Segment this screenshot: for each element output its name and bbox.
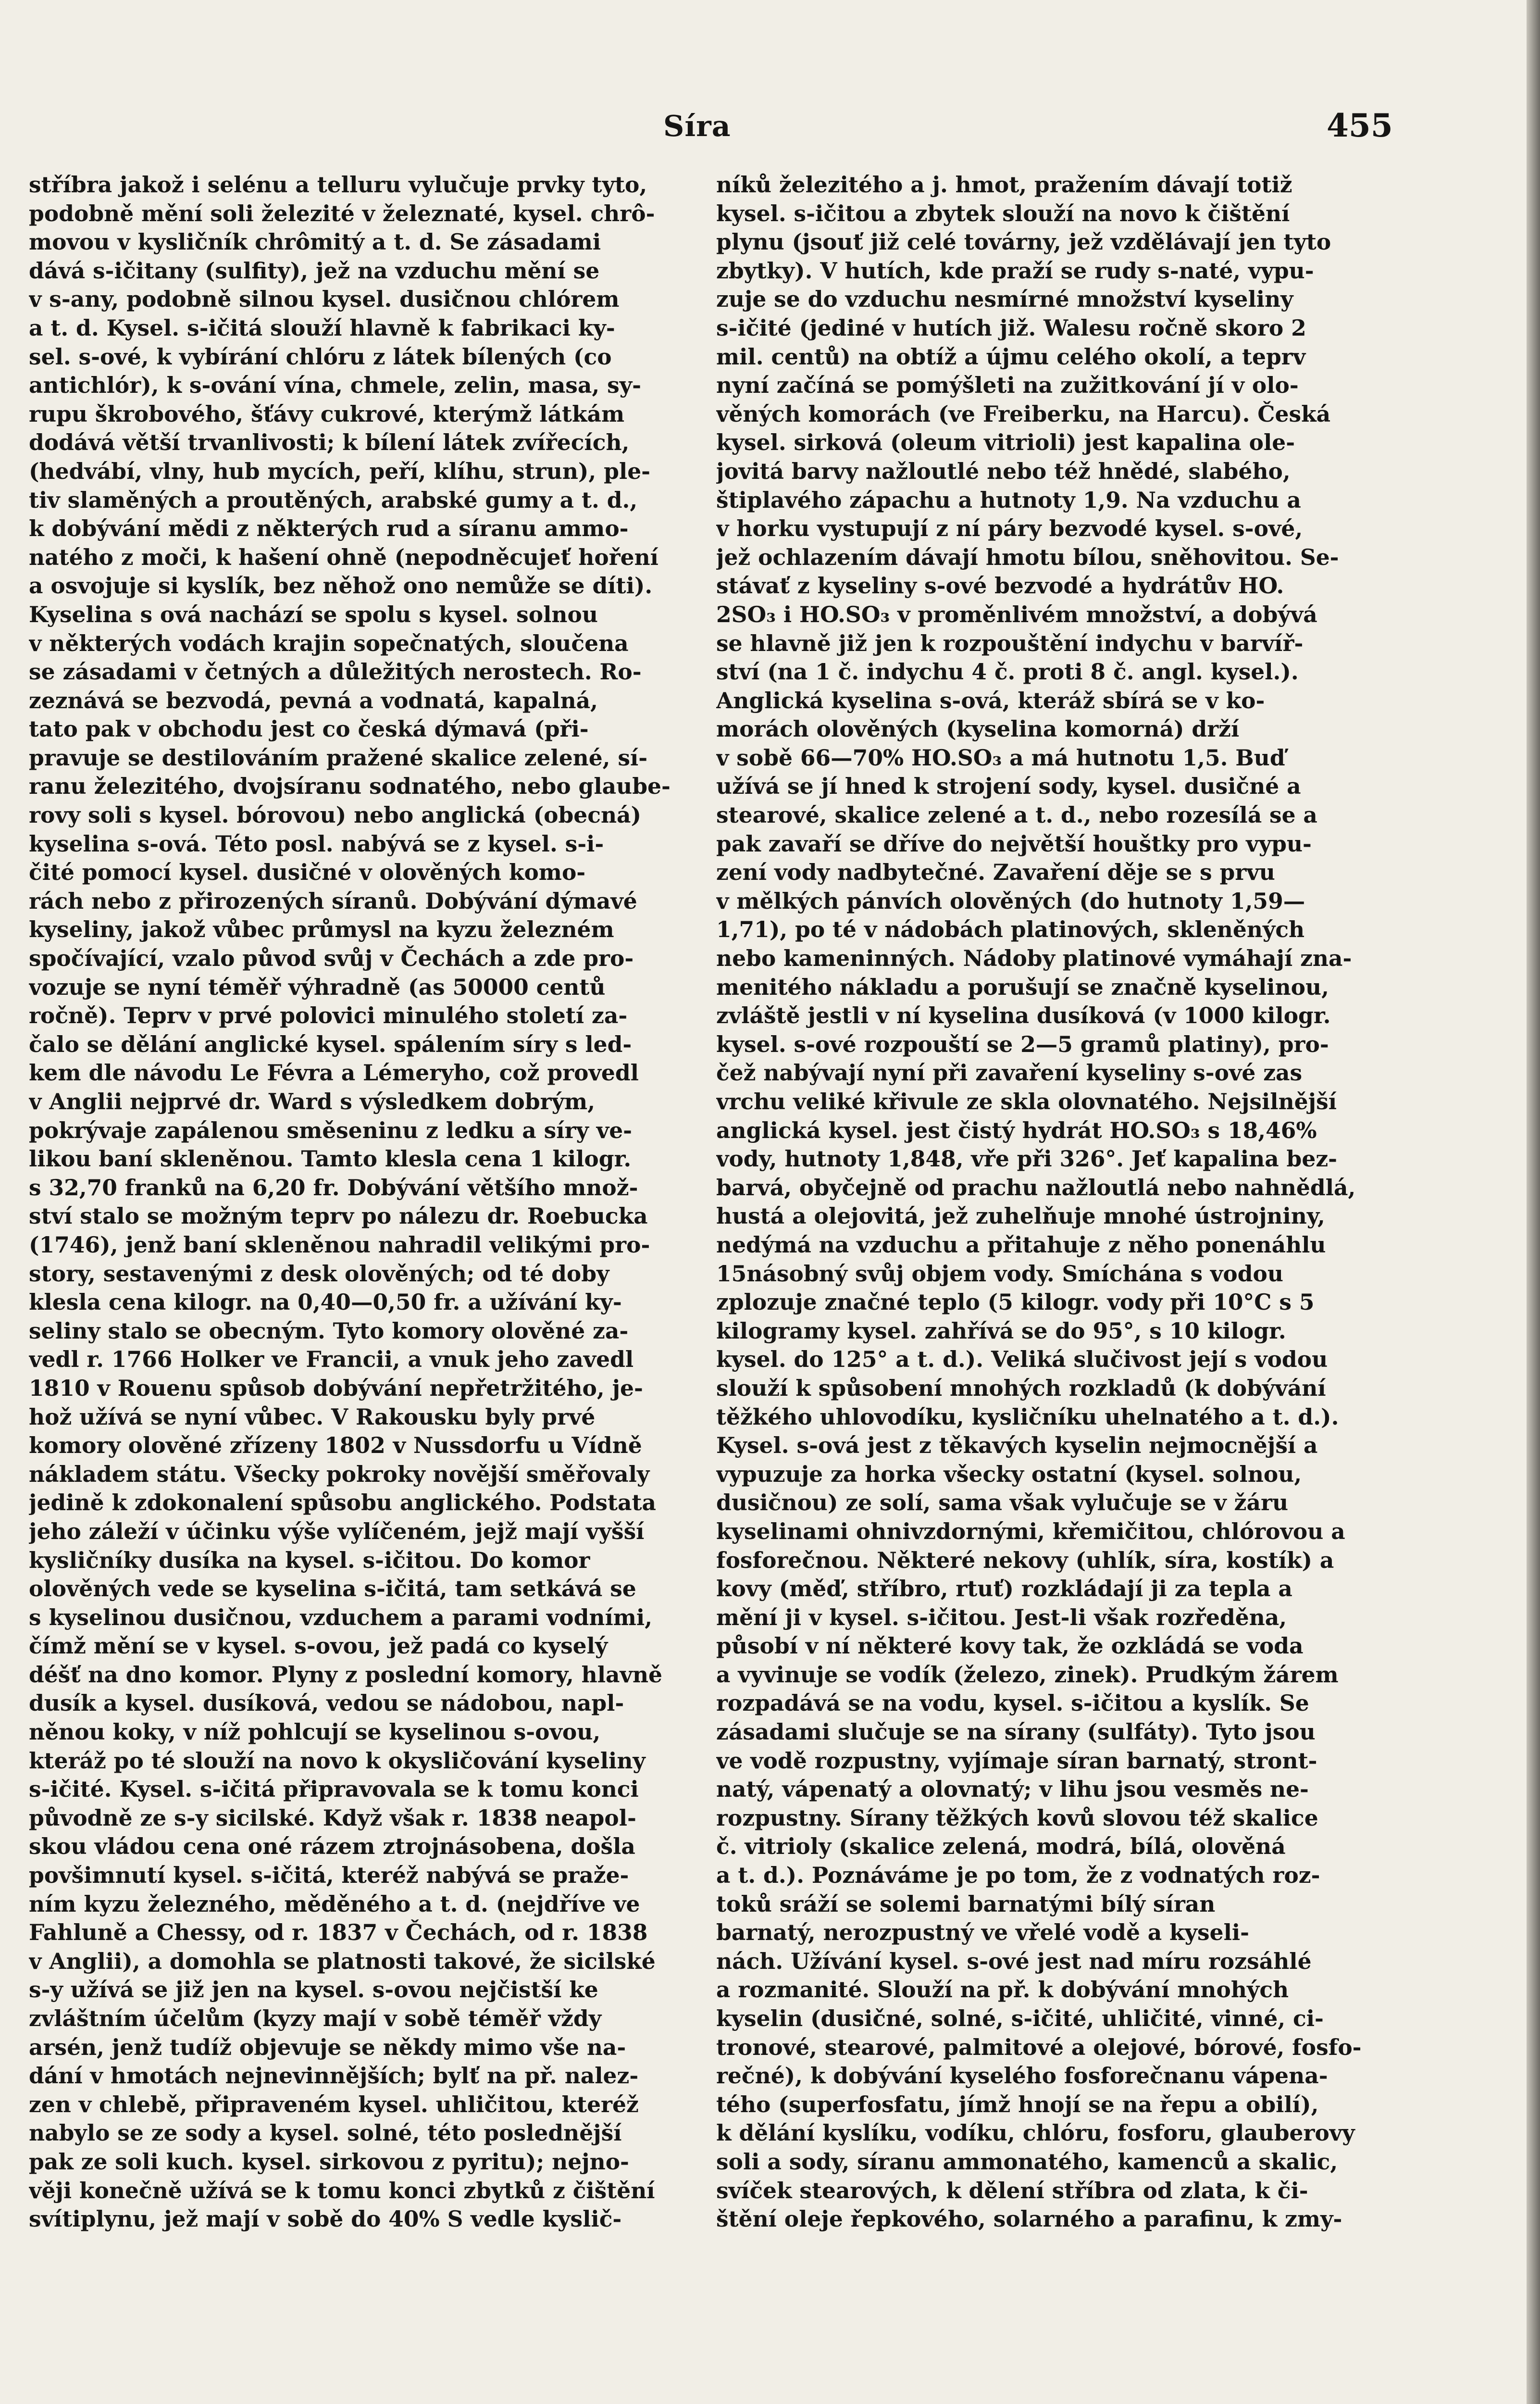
text-line: a osvojuje si kyslík, bez něhož ono nemůže se díti). [29, 573, 653, 599]
text-line: nedýmá na vzduchu a přitahuje z něho ponenáhlu [716, 1231, 1326, 1258]
text-line: v mělkých pánvích olověných (do hutnoty 1,59— [716, 888, 1305, 914]
text-line: s-ičité. Kysel. s-ičitá připravovala se k tomu konci [29, 1776, 639, 1803]
text-line: ranu železitého, dvojsíranu sodnatého, nebo glaube- [29, 773, 671, 800]
text-line: ročně). Teprv v prvé polovici minulého století za- [29, 1002, 628, 1029]
text-line: ství stalo se možným teprv po nálezu dr. Roebucka [29, 1203, 648, 1229]
page-number: 455 [1327, 107, 1393, 144]
text-line: dání v hmotách nejnevinnějších; bylť na př. nalez- [29, 2063, 639, 2089]
text-line: dodává větší trvanlivosti; k bílení látek zvířecích, [29, 429, 630, 456]
text-line: v s-any, podobně silnou kysel. dusičnou chlórem [29, 286, 620, 313]
text-line: a t. d. Kysel. s-ičitá slouží hlavně k fabrikaci ky- [29, 314, 615, 341]
text-line: v sobě 66—70% HO.SO₃ a má hutnotu 1,5. Buď [716, 744, 1285, 771]
text-line: stávať z kyseliny s-ové bezvodé a hydrátův HO. [716, 573, 1284, 599]
page-edge-shadow [1527, 0, 1540, 2404]
text-line: (1746), jenž baní skleněnou nahradil velikými pro- [29, 1231, 650, 1258]
text-line: s kyselinou dusičnou, vzduchem a parami vodními, [29, 1604, 653, 1630]
text-line: rečné), k dobývání kyselého fosforečnanu vápena- [716, 2063, 1328, 2089]
text-line: déšť na dno komor. Plyny z poslední komory, hlavně [29, 1661, 662, 1688]
text-line: Fahluně a Chessy, od r. 1837 v Čechách, od r. 1838 [29, 1919, 648, 1946]
text-line: toků sráží se solemi barnatými bílý síran [716, 1891, 1216, 1917]
text-line: níků železitého a j. hmot, pražením dávají totiž [716, 172, 1292, 198]
text-line: vody, hutnoty 1,848, vře při 326°. Jeť kapalina bez- [716, 1146, 1338, 1172]
text-line: movou v kysličník chrômitý a t. d. Se zásadami [29, 229, 601, 255]
text-line: nách. Užívání kysel. s-ové jest nad míru rozsáhlé [716, 1948, 1312, 1974]
text-line: morách olověných (kyselina komorná) drží [716, 716, 1240, 742]
text-line: sel. s-ové, k vybírání chlóru z látek bílených (co [29, 343, 612, 370]
text-line: vedl r. 1766 Holker ve Francii, a vnuk jeho zavedl [29, 1346, 634, 1373]
text-line: pravuje se destilováním pražené skalice zelené, sí- [29, 744, 648, 771]
text-line: pak zavaří se dříve do největší houštky pro vypu- [716, 830, 1312, 857]
text-line: kysel. s-ové rozpouští se 2—5 gramů platiny), pro- [716, 1031, 1329, 1057]
text-line: kyselinami ohnivzdornými, křemičitou, chlórovou a [716, 1518, 1345, 1544]
text-line: 1,71), po té v nádobách platinových, skleněných [716, 916, 1305, 943]
text-line: kilogramy kysel. zahřívá se do 95°, s 10 kilogr. [716, 1317, 1286, 1344]
text-line: původně ze s-y sicilské. Když však r. 1838 neapol- [29, 1804, 636, 1831]
text-line: rozpustny. Sírany těžkých kovů slovou též skalice [716, 1804, 1318, 1831]
text-line: anglická kysel. jest čistý hydrát HO.SO₃ s 18,46% [716, 1117, 1317, 1143]
text-line: zení vody nadbytečné. Zavaření děje se s prvu [716, 859, 1275, 886]
text-line: dává s-ičitany (sulfity), jež na vzduchu mění se [29, 257, 600, 284]
text-line: kyselin (dusičné, solné, s-ičité, uhličité, vinné, ci- [716, 2005, 1324, 2031]
text-line: nebo kameninných. Nádoby platinové vymáhají zna- [716, 945, 1352, 972]
text-line: antichlór), k s-ování vína, chmele, zelin, masa, sy- [29, 372, 642, 399]
text-line: se hlavně již jen k rozpouštění indychu v barvíř- [716, 630, 1304, 656]
text-line: dusík a kysel. dusíková, vedou se nádobou, napl- [29, 1690, 624, 1716]
text-line: zuje se do vzduchu nesmírné množství kyseliny [716, 286, 1293, 313]
text-line: vypuzuje za horka všecky ostatní (kysel. solnou, [716, 1461, 1302, 1487]
text-line: zásadami slučuje se na sírany (sulfáty). Tyto jsou [716, 1719, 1316, 1745]
text-line: Kyselina s ová nachází se spolu s kysel. solnou [29, 601, 598, 627]
text-line: nabylo se ze sody a kysel. solné, této poslednější [29, 2120, 622, 2146]
text-line: a vyvinuje se vodík (železo, zinek). Prudkým žárem [716, 1661, 1339, 1688]
text-line: něnou koky, v níž pohlcují se kyselinou s-ovou, [29, 1719, 601, 1745]
text-line: svíček stearových, k dělení stříbra od zlata, k či- [716, 2177, 1308, 2204]
text-line: k dobývání mědi z některých rud a síranu ammo- [29, 515, 629, 542]
text-line: rupu škrobového, šťávy cukrové, kterýmž látkám [29, 401, 625, 427]
text-line: štění oleje řepkového, solarného a parafinu, k zmy- [716, 2206, 1342, 2232]
text-line: zbytky). V hutích, kde praží se rudy s-naté, vypu- [716, 257, 1314, 284]
text-line: jovitá barvy nažloutlé nebo též hnědé, slabého, [716, 458, 1291, 484]
text-line: se zásadami v četných a důležitých nerostech. Ro- [29, 659, 642, 685]
text-line: tého (superfosfatu, jímž hnojí se na řepu a obilí), [716, 2091, 1319, 2117]
text-line: pokrývaje zapálenou směseninu z ledku a síry ve- [29, 1117, 633, 1143]
text-line: klesla cena kilogr. na 0,40—0,50 fr. a užívání ky- [29, 1289, 622, 1315]
text-line: k dělání kyslíku, vodíku, chlóru, fosforu, glauberovy [716, 2120, 1355, 2146]
text-line: Kysel. s-ová jest z těkavých kyselin nejmocnější a [716, 1432, 1318, 1459]
text-line: s-y užívá se již jen na kysel. s-ovou nejčistší ke [29, 1977, 598, 2003]
text-line: komory olověné zřízeny 1802 v Nussdorfu u Vídně [29, 1432, 642, 1459]
running-header: Síra [663, 110, 731, 143]
text-line: stříbra jakož i selénu a telluru vylučuje prvky tyto, [29, 172, 647, 198]
text-line: 15násobný svůj objem vody. Smíchána s vodou [716, 1260, 1283, 1287]
text-line: jedině k zdokonalení spůsobu anglického. Podstata [29, 1490, 657, 1516]
text-line: barvá, obyčejně od prachu nažloutlá nebo nahnědlá, [716, 1174, 1356, 1201]
text-line: kysel. sirková (oleum vitrioli) jest kapalina ole- [716, 429, 1295, 456]
text-line: pak ze soli kuch. kysel. sirkovou z pyritu); nejno- [29, 2148, 629, 2175]
text-line: čímž mění se v kysel. s-ovou, jež padá co kyselý [29, 1633, 608, 1659]
text-line: ním kyzu železného, měděného a t. d. (nejdříve ve [29, 1891, 640, 1917]
text-line: rách nebo z přirozených síranů. Dobývání dýmavé [29, 888, 637, 914]
text-line: ství (na 1 č. indychu 4 č. proti 8 č. angl. kysel.). [716, 659, 1299, 685]
text-line: v některých vodách krajin sopečnatých, sloučena [29, 630, 629, 656]
text-line: č. vitrioly (skalice zelená, modrá, bílá, olověná [716, 1833, 1286, 1860]
text-line: tiv slaměných a proutěných, arabské gumy a t. d., [29, 487, 638, 513]
text-line: štiplavého zápachu a hutnoty 1,9. Na vzduchu a [716, 487, 1301, 513]
text-line: s-ičité (jediné v hutích již. Walesu ročně skoro 2 [716, 314, 1306, 341]
text-line: kteráž po té slouží na novo k okysličování kyseliny [29, 1747, 646, 1774]
right-text-column [716, 171, 1399, 2234]
text-line: natý, vápenatý a olovnatý; v lihu jsou vesměs ne- [716, 1776, 1309, 1803]
text-line: působí v ní některé kovy tak, že ozkládá se voda [716, 1633, 1304, 1659]
text-line: mění ji v kysel. s-ičitou. Jest-li však rozředěna, [716, 1604, 1287, 1630]
left-text-column [29, 171, 711, 2234]
text-line: kem dle návodu Le Févra a Lémeryho, což provedl [29, 1060, 639, 1086]
text-line: kysel. s-ičitou a zbytek slouží na novo k čištění [716, 200, 1290, 226]
text-line: kovy (měď, stříbro, rtuť) rozkládají ji za tepla a [716, 1576, 1292, 1602]
text-line: v Anglii nejprvé dr. Ward s výsledkem dobrým, [29, 1089, 596, 1114]
text-line: 2SO₃ i HO.SO₃ v proměnlivém množství, a dobývá [716, 601, 1317, 627]
text-line: kysličníky dusíka na kysel. s-ičitou. Do komor [29, 1547, 590, 1573]
text-line: s 32,70 franků na 6,20 fr. Dobývání většího množ- [29, 1174, 638, 1201]
text-line: čež nabývají nyní při zavaření kyseliny s-ové zas [716, 1060, 1303, 1086]
text-line: 1810 v Rouenu spůsob dobývání nepřetržitého, je- [29, 1375, 643, 1401]
text-line: menitého nákladu a porušují se značně kyselinou, [716, 974, 1329, 1000]
text-line: kysel. do 125° a t. d.). Veliká slučivost její s vodou [716, 1346, 1328, 1373]
text-line: zen v chlebě, připraveném kysel. uhličitou, kteréž [29, 2091, 639, 2117]
text-line: podobně mění soli železité v železnaté, kysel. chrô- [29, 200, 655, 226]
text-line: stearové, skalice zelené a t. d., nebo rozesílá se a [716, 802, 1317, 828]
text-line: slouží k spůsobení mnohých rozkladů (k dobývání [716, 1375, 1326, 1401]
text-line: zvláštním účelům (kyzy mají v sobě téměř vždy [29, 2005, 602, 2031]
text-line: soli a sody, síranu ammonatého, kamenců a skalic, [716, 2148, 1338, 2175]
text-line: zeznává se bezvodá, pevná a vodnatá, kapalná, [29, 687, 598, 714]
text-line: věných komorách (ve Freiberku, na Harcu). Česká [716, 401, 1331, 427]
text-line: mil. centů) na obtíž a újmu celého okolí, a teprv [716, 343, 1306, 370]
text-line: jeho záleží v účinku výše vylíčeném, jejž mají vyšší [29, 1518, 645, 1544]
text-line: arsén, jenž tudíž objevuje se někdy mimo vše na- [29, 2034, 626, 2060]
text-line: spočívající, vzalo původ svůj v Čechách a zde pro- [29, 945, 634, 972]
text-line: těžkého uhlovodíku, kysličníku uhelnatého a t. d.). [716, 1403, 1339, 1430]
text-line: nyní začíná se pomýšleti na zužitkování jí v olo- [716, 372, 1299, 399]
text-line: zplozuje značné teplo (5 kilogr. vody při 10°C s 5 [716, 1289, 1315, 1315]
text-line: povšimnutí kysel. s-ičitá, kteréž nabývá se praže- [29, 1862, 629, 1889]
text-line: zvláště jestli v ní kyselina dusíková (v 1000 kilogr. [716, 1002, 1331, 1029]
text-line: a t. d.). Poznáváme je po tom, že z vodnatých roz- [716, 1862, 1320, 1889]
text-line: skou vládou cena oné rázem ztrojnásobena, došla [29, 1833, 635, 1860]
text-line: v horku vystupují z ní páry bezvodé kysel. s-ové, [716, 515, 1303, 542]
text-line: vozuje se nyní téměř výhradně (as 50000 centů [29, 974, 606, 1000]
text-line: story, sestavenými z desk olověných; od té doby [29, 1260, 609, 1287]
text-line: hož užívá se nyní vůbec. V Rakousku byly prvé [29, 1403, 596, 1430]
text-line: fosforečnou. Některé nekovy (uhlík, síra, kostík) a [716, 1547, 1334, 1573]
text-line: dusičnou) ze solí, sama však vylučuje se v žáru [716, 1490, 1289, 1516]
text-line: čalo se dělání anglické kysel. spálením síry s led- [29, 1031, 632, 1057]
text-line: rozpadává se na vodu, kysel. s-ičitou a kyslík. Se [716, 1690, 1309, 1716]
text-line: vrchu veliké křivule ze skla olovnatého. Nejsilnější [716, 1089, 1337, 1114]
text-line: tato pak v obchodu jest co česká dýmavá (při- [29, 716, 589, 742]
text-line: kyseliny, jakož vůbec průmysl na kyzu železném [29, 916, 614, 943]
text-line: užívá se jí hned k strojení sody, kysel. dusičné a [716, 773, 1301, 800]
text-line: olověných vede se kyselina s-ičitá, tam setkává se [29, 1576, 636, 1602]
text-line: Anglická kyselina s-ová, kteráž sbírá se v ko- [716, 687, 1265, 714]
text-line: jež ochlazením dávají hmotu bílou, sněhovitou. Se- [716, 544, 1339, 570]
text-line: nákladem státu. Všecky pokroky novější směřovaly [29, 1461, 650, 1487]
text-line: (hedvábí, vlny, hub mycích, peří, klíhu, strun), ple- [29, 458, 651, 484]
text-line: svítiplynu, jež mají v sobě do 40% S vedle kyslič- [29, 2206, 622, 2232]
text-line: hustá a olejovitá, jež zuhelňuje mnohé ústrojniny, [716, 1203, 1325, 1229]
text-line: likou baní skleněnou. Tamto klesla cena 1 kilogr. [29, 1146, 632, 1172]
text-line: věji konečně užívá se k tomu konci zbytků z čištění [29, 2177, 655, 2204]
text-line: kyselina s-ová. Této posl. nabývá se z kysel. s-i- [29, 830, 604, 857]
text-line: plynu (jsouť již celé továrny, jež vzdělávají jen tyto [716, 229, 1331, 255]
text-line: seliny stalo se obecným. Tyto komory olověné za- [29, 1317, 629, 1344]
text-line: barnatý, nerozpustný ve vřelé vodě a kyseli- [716, 1919, 1250, 1946]
text-line: natého z moči, k hašení ohně (nepodněcujeť hoření [29, 544, 658, 570]
text-line: a rozmanité. Slouží na př. k dobývání mnohých [716, 1977, 1289, 2003]
text-line: ve vodě rozpustny, vyjímaje síran barnatý, stront- [716, 1747, 1317, 1774]
text-line: rovy soli s kysel. bórovou) nebo anglická (obecná) [29, 802, 642, 828]
text-line: tronové, stearové, palmitové a olejové, bórové, fosfo- [716, 2034, 1362, 2060]
text-line: čité pomocí kysel. dusičné v olověných komo- [29, 859, 586, 886]
text-line: v Anglii), a domohla se platnosti takové, že sicilské [29, 1948, 656, 1974]
